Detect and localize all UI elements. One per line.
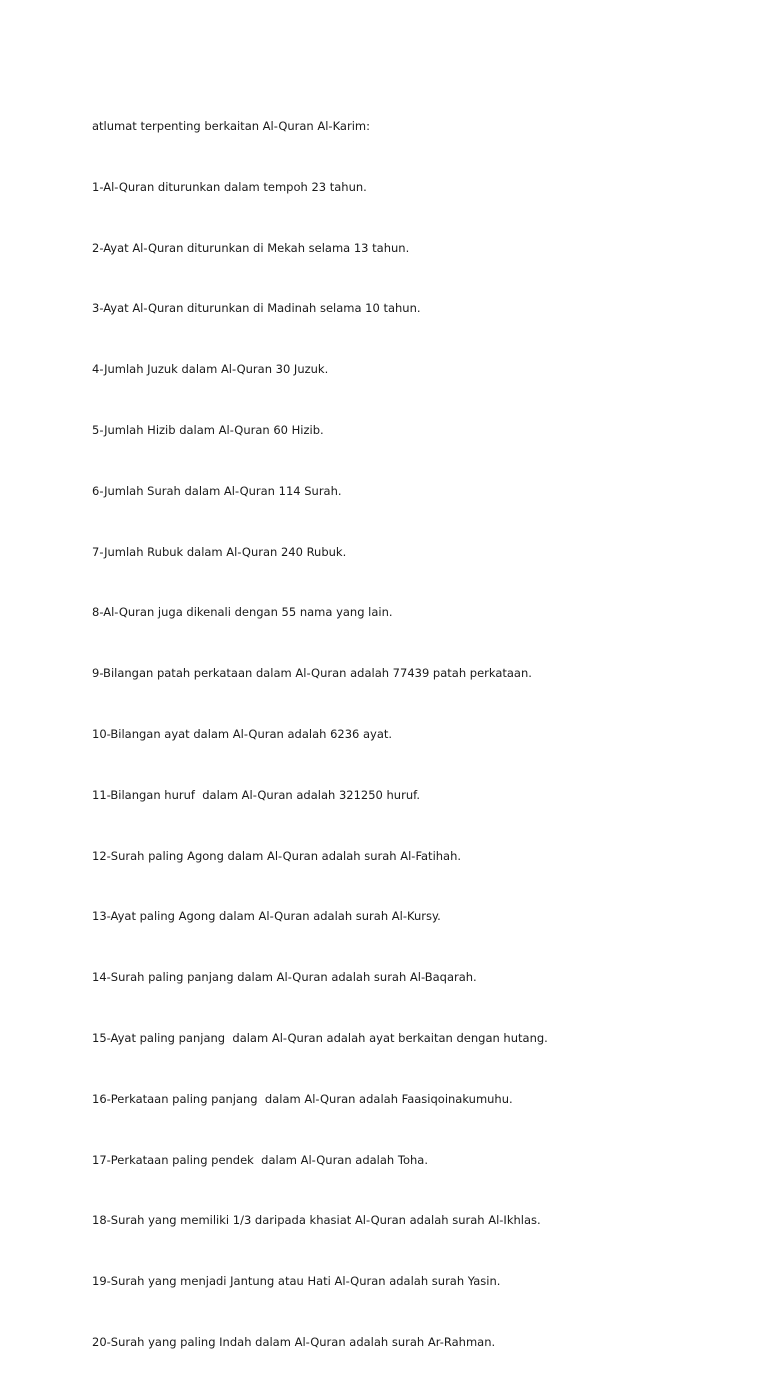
list-item: 7-Jumlah Rubuk dalam Al-Quran 240 Rubuk. xyxy=(92,544,347,559)
list-item: 19-Surah yang menjadi Jantung atau Hati Al-Quran adalah surah Yasin. xyxy=(92,1274,501,1289)
list-item: 15-Ayat paling panjang dalam Al-Quran adalah ayat berkaitan dengan hutang. xyxy=(92,1030,548,1045)
list-item: 2-Ayat Al-Quran diturunkan di Mekah selama 13 tahun. xyxy=(92,240,410,255)
list-item: 8-Al-Quran juga dikenali dengan 55 nama yang lain. xyxy=(92,605,393,620)
list-item: 13-Ayat paling Agong dalam Al-Quran adalah surah Al-Kursy. xyxy=(92,909,441,924)
list-item: 18-Surah yang memiliki 1/3 daripada khasiat Al-Quran adalah surah Al-Ikhlas. xyxy=(92,1213,541,1228)
list-item: 11-Bilangan huruf dalam Al-Quran adalah 321250 huruf. xyxy=(92,787,420,802)
list-item: 14-Surah paling panjang dalam Al-Quran adalah surah Al-Baqarah. xyxy=(92,970,477,985)
list-item: 3-Ayat Al-Quran diturunkan di Madinah selama 10 tahun. xyxy=(92,301,421,316)
list-item: 10-Bilangan ayat dalam Al-Quran adalah 6236 ayat. xyxy=(92,726,393,741)
list-item: 16-Perkataan paling panjang dalam Al-Quran adalah Faasiqoinakumuhu. xyxy=(92,1091,513,1106)
list-item: 5-Jumlah Hizib dalam Al-Quran 60 Hizib. xyxy=(92,422,324,437)
document-heading: atlumat terpenting berkaitan Al-Quran Al-Karim: xyxy=(92,119,370,133)
document-body xyxy=(92,88,752,1393)
list-item: 9-Bilangan patah perkataan dalam Al-Quran adalah 77439 patah perkataan. xyxy=(92,666,532,681)
list-item: 20-Surah yang paling Indah dalam Al-Quran adalah surah Ar-Rahman. xyxy=(92,1334,496,1349)
list-item: 12-Surah paling Agong dalam Al-Quran adalah surah Al-Fatihah. xyxy=(92,848,462,863)
list-item: 17-Perkataan paling pendek dalam Al-Quran adalah Toha. xyxy=(92,1152,428,1167)
list-item: 1-Al-Quran diturunkan dalam tempoh 23 tahun. xyxy=(92,179,367,194)
list-item: 4-Jumlah Juzuk dalam Al-Quran 30 Juzuk. xyxy=(92,362,329,377)
list-item: 6-Jumlah Surah dalam Al-Quran 114 Surah. xyxy=(92,483,342,498)
